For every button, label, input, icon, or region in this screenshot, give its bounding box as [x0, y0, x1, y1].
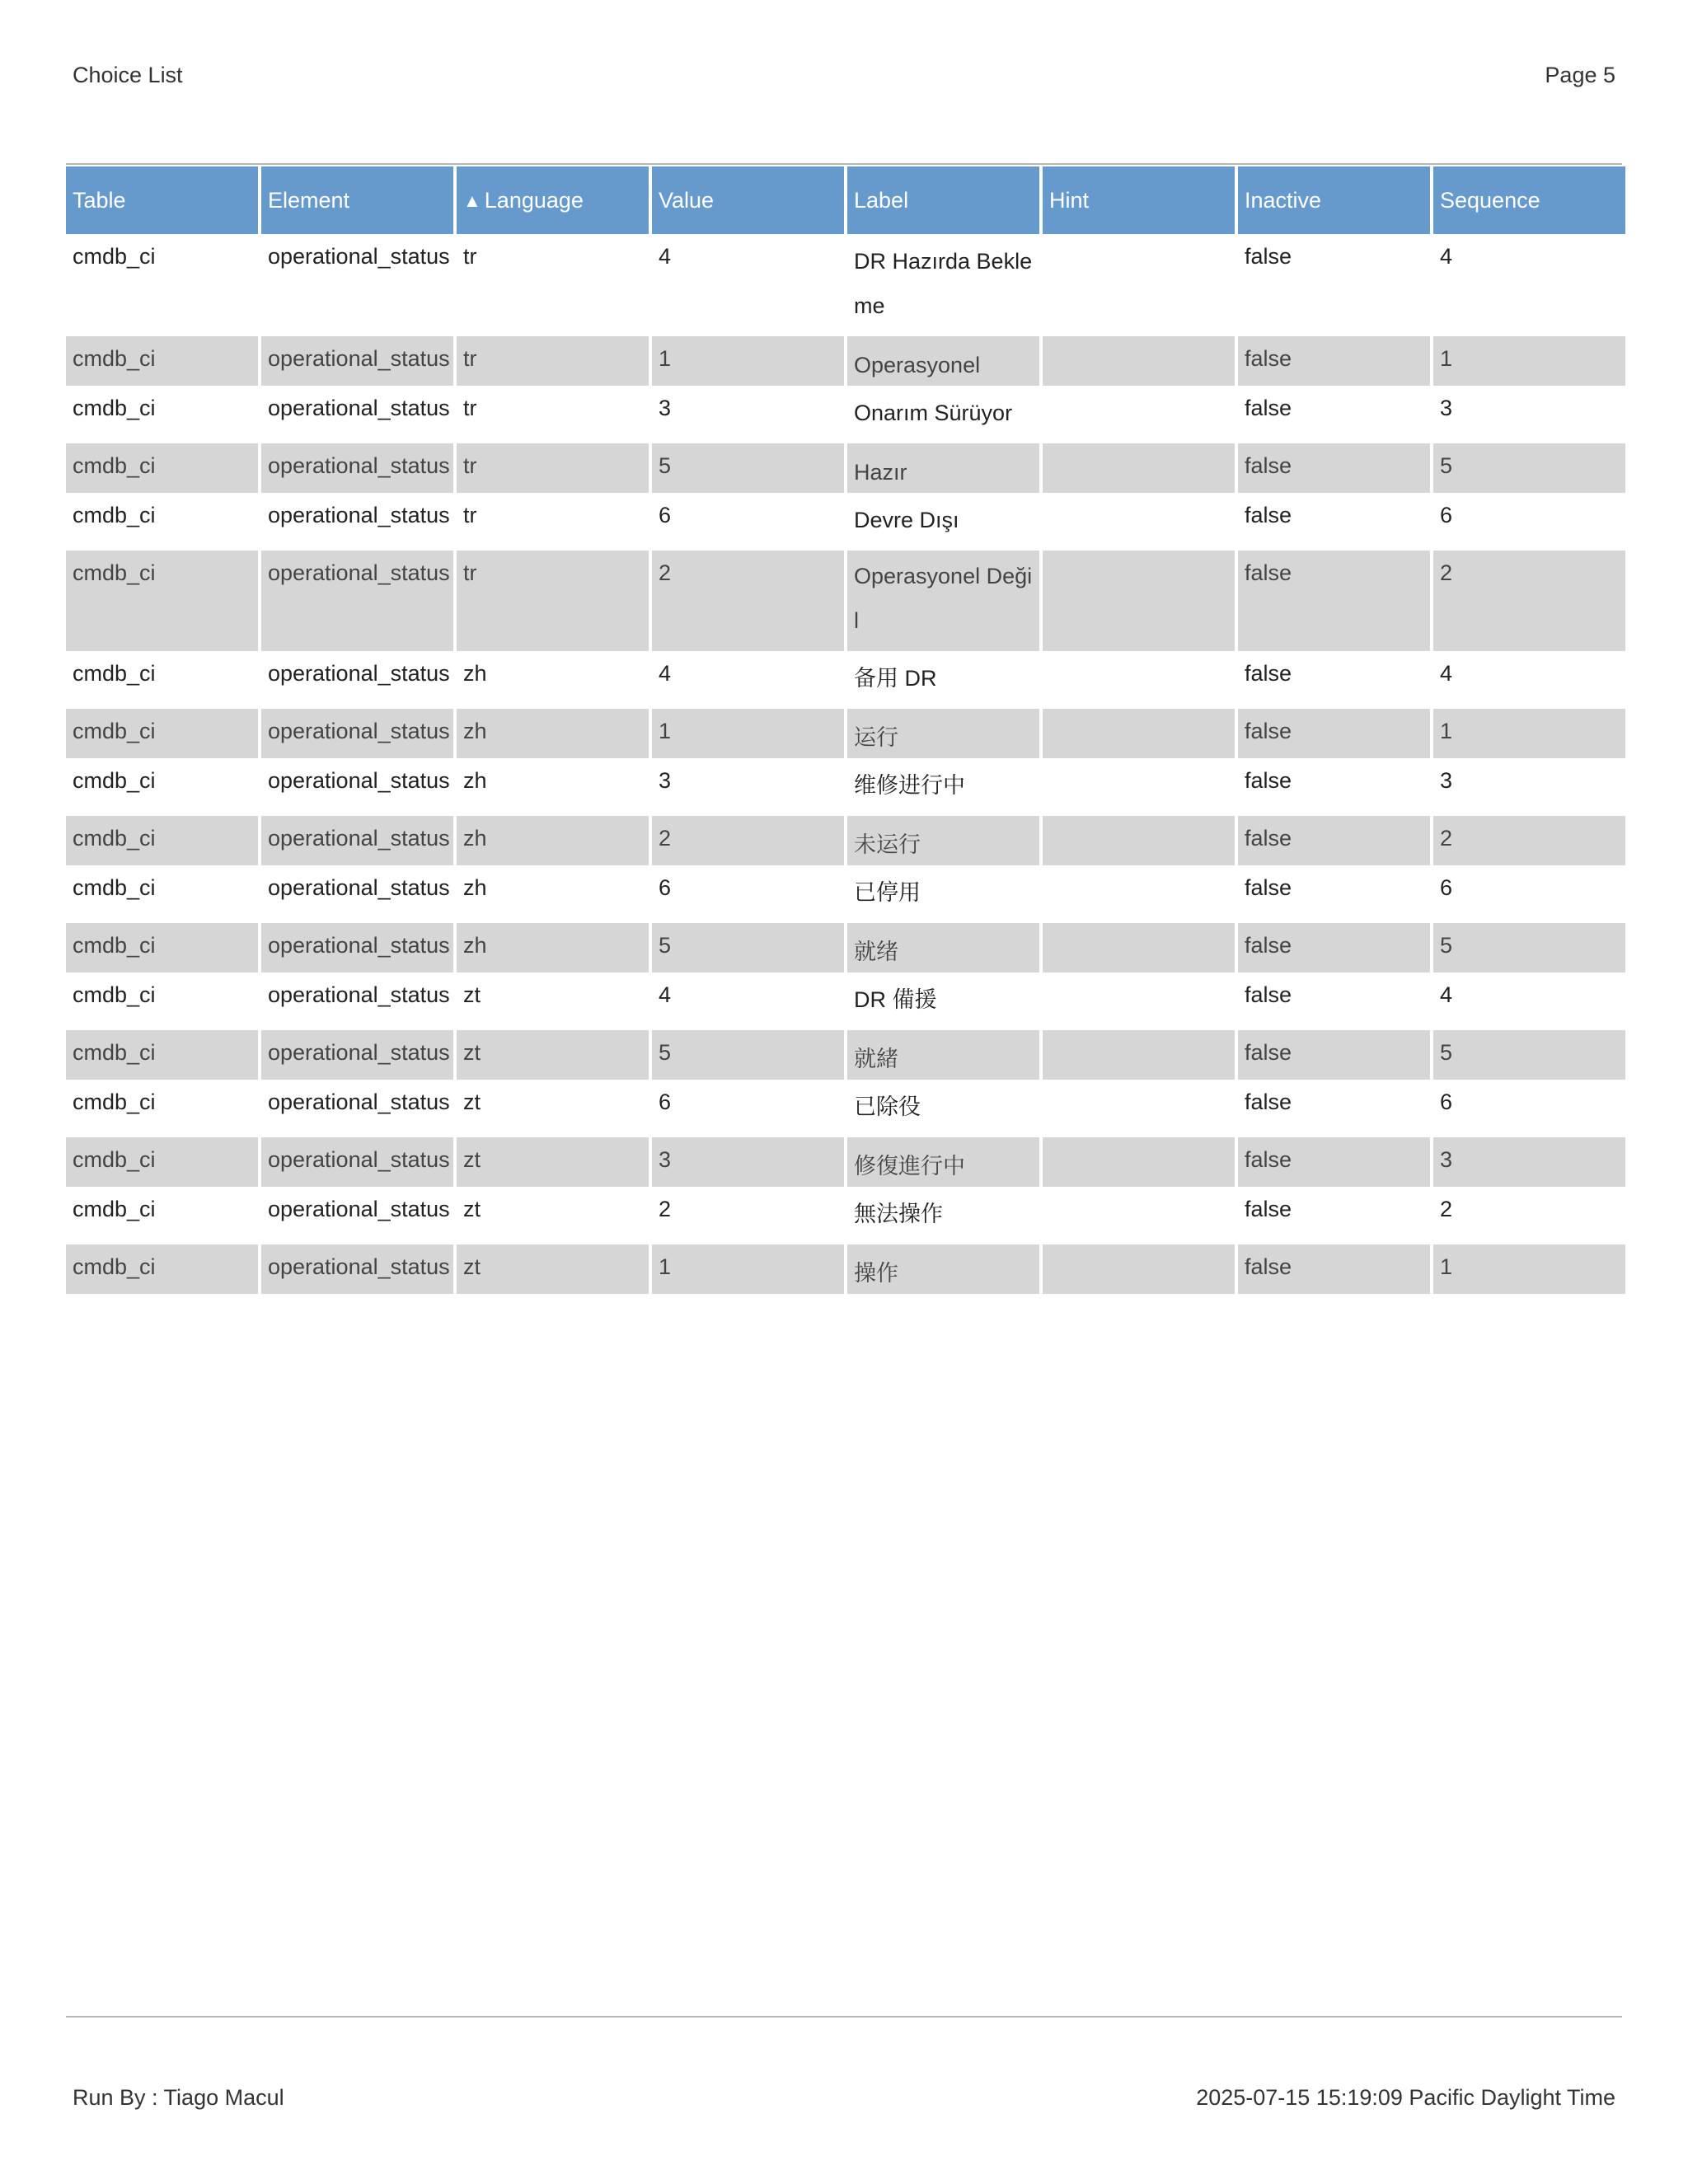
- cell-table: cmdb_ci: [73, 244, 156, 269]
- cell-table: cmdb_ci: [73, 982, 156, 1007]
- cell-sequence: 5: [1433, 1030, 1625, 1080]
- cell-label: Onarım Sürüyor: [854, 401, 1013, 425]
- cell-label: 就緒: [847, 1030, 1039, 1080]
- cell-value: 4: [659, 244, 672, 269]
- cell-hint: [1043, 386, 1235, 443]
- column-header-label: Element: [268, 187, 350, 213]
- cell-table: cmdb_ci: [66, 1244, 258, 1294]
- cell-language: zt: [463, 1090, 481, 1114]
- cell-sequence: 4: [1440, 982, 1453, 1007]
- cell-table: cmdb_ci: [73, 396, 156, 420]
- cell-value: 6: [659, 1090, 672, 1114]
- table-row: [66, 923, 1625, 972]
- cell-inactive: false: [1238, 923, 1430, 972]
- table-row: [66, 234, 1625, 336]
- cell-value: 2: [652, 551, 844, 651]
- report-title: Choice List: [73, 63, 183, 87]
- cell-table: cmdb_ci: [73, 1090, 156, 1114]
- cell-element: operational_status: [268, 1090, 450, 1114]
- table-row: [66, 1080, 1625, 1137]
- cell-element: operational_status: [268, 244, 450, 269]
- cell-inactive: false: [1245, 661, 1292, 686]
- cell-inactive: false: [1238, 709, 1430, 758]
- cell-hint: [1043, 1080, 1235, 1137]
- cell-value: 3: [659, 768, 672, 793]
- cell-value: 6: [659, 875, 672, 900]
- column-header-label: Language: [484, 187, 584, 213]
- cell-label: 未运行: [847, 816, 1039, 865]
- cell-value: 4: [659, 661, 672, 686]
- table-row: [66, 336, 1625, 386]
- cell-sequence: 2: [1433, 816, 1625, 865]
- cell-table: cmdb_ci: [73, 768, 156, 793]
- cell-language: zh: [457, 923, 649, 972]
- cell-value: 4: [659, 982, 672, 1007]
- run-timestamp: 2025-07-15 15:19:09 Pacific Daylight Time: [1196, 2085, 1615, 2110]
- cell-element: operational_status: [261, 709, 453, 758]
- cell-value: 6: [659, 503, 672, 527]
- cell-language: tr: [457, 336, 649, 386]
- run-by: Run By : Tiago Macul: [73, 2085, 284, 2110]
- cell-element: operational_status: [261, 923, 453, 972]
- cell-sequence: 5: [1433, 923, 1625, 972]
- table-row: [66, 1244, 1625, 1294]
- cell-hint: [1043, 443, 1235, 493]
- cell-element: operational_status: [261, 443, 453, 493]
- cell-inactive: false: [1238, 816, 1430, 865]
- cell-label: 就绪: [847, 923, 1039, 972]
- cell-sequence: 4: [1440, 661, 1453, 686]
- cell-table: cmdb_ci: [66, 551, 258, 651]
- cell-language: zt: [463, 982, 481, 1007]
- cell-inactive: false: [1238, 336, 1430, 386]
- cell-table: cmdb_ci: [66, 709, 258, 758]
- cell-element: operational_status: [261, 1244, 453, 1294]
- column-header-hint[interactable]: [1043, 165, 1235, 234]
- cell-hint: [1043, 493, 1235, 551]
- cell-value: 3: [652, 1137, 844, 1187]
- cell-hint: [1043, 816, 1235, 865]
- cell-language: zt: [457, 1244, 649, 1294]
- choice-list-table: [63, 165, 1629, 1294]
- column-header-element[interactable]: [261, 165, 453, 234]
- cell-sequence: 3: [1440, 768, 1453, 793]
- table-row: [66, 1187, 1625, 1244]
- cell-element: operational_status: [261, 551, 453, 651]
- cell-label: Operasyonel Değil: [847, 551, 1039, 651]
- column-header-value[interactable]: [652, 165, 844, 234]
- cell-value: 1: [652, 1244, 844, 1294]
- cell-language: zh: [457, 816, 649, 865]
- cell-sequence: 1: [1433, 709, 1625, 758]
- cell-sequence: 4: [1440, 244, 1453, 269]
- cell-element: operational_status: [268, 661, 450, 686]
- column-header-label: Sequence: [1440, 187, 1540, 213]
- cell-language: tr: [463, 244, 477, 269]
- cell-language: zt: [463, 1197, 481, 1221]
- column-header-label-text: Label: [854, 187, 909, 213]
- cell-language: zh: [463, 875, 487, 900]
- cell-label: Operasyonel: [847, 336, 1039, 386]
- cell-table: cmdb_ci: [73, 875, 156, 900]
- cell-label: 维修进行中: [854, 773, 965, 798]
- cell-sequence: 5: [1433, 443, 1625, 493]
- table-row: [66, 865, 1625, 923]
- cell-inactive: false: [1245, 875, 1292, 900]
- cell-language: tr: [457, 551, 649, 651]
- column-header-sequence[interactable]: [1433, 165, 1625, 234]
- cell-hint: [1043, 651, 1235, 709]
- cell-language: tr: [463, 503, 477, 527]
- cell-sequence: 1: [1433, 1244, 1625, 1294]
- cell-sequence: 6: [1440, 1090, 1453, 1114]
- cell-sequence: 6: [1440, 503, 1453, 527]
- cell-element: operational_status: [268, 982, 450, 1007]
- column-header-label: Hint: [1049, 187, 1090, 213]
- cell-table: cmdb_ci: [73, 661, 156, 686]
- table-row: [66, 972, 1625, 1030]
- cell-hint: [1043, 1030, 1235, 1080]
- cell-table: cmdb_ci: [66, 923, 258, 972]
- cell-sequence: 2: [1440, 1197, 1453, 1221]
- table-row: [66, 493, 1625, 551]
- cell-value: 5: [652, 443, 844, 493]
- cell-hint: [1043, 1187, 1235, 1244]
- cell-sequence: 6: [1440, 875, 1453, 900]
- table-row: [66, 758, 1625, 816]
- sort-ascending-icon: ▲: [463, 190, 481, 211]
- column-header-label: Table: [73, 187, 126, 213]
- cell-inactive: false: [1245, 768, 1292, 793]
- cell-inactive: false: [1245, 1090, 1292, 1114]
- cell-table: cmdb_ci: [66, 816, 258, 865]
- cell-language: tr: [463, 396, 477, 420]
- cell-value: 3: [659, 396, 672, 420]
- table-row: [66, 1030, 1625, 1080]
- cell-value: 5: [652, 923, 844, 972]
- cell-language: zh: [463, 768, 487, 793]
- cell-label: 修復進行中: [847, 1137, 1039, 1187]
- column-header-language[interactable]: [457, 165, 649, 234]
- cell-hint: [1043, 1244, 1235, 1294]
- cell-language: zh: [463, 661, 487, 686]
- cell-table: cmdb_ci: [66, 336, 258, 386]
- cell-label: 已除役: [854, 1094, 921, 1119]
- cell-label: 备用 DR: [854, 666, 937, 691]
- cell-hint: [1043, 923, 1235, 972]
- table-row: [66, 443, 1625, 493]
- cell-hint: [1043, 865, 1235, 923]
- cell-inactive: false: [1238, 551, 1430, 651]
- table-header-row: [66, 165, 1625, 234]
- table-row: [66, 551, 1625, 651]
- column-header-table[interactable]: [66, 165, 258, 234]
- cell-value: 1: [652, 709, 844, 758]
- cell-sequence: 3: [1440, 396, 1453, 420]
- cell-language: zt: [457, 1137, 649, 1187]
- table-row: [66, 816, 1625, 865]
- cell-element: operational_status: [268, 503, 450, 527]
- cell-hint: [1043, 336, 1235, 386]
- cell-label: 無法操作: [854, 1202, 943, 1226]
- cell-hint: [1043, 758, 1235, 816]
- cell-inactive: false: [1238, 1137, 1430, 1187]
- cell-label: DR 備援: [854, 987, 937, 1012]
- cell-label: 运行: [847, 709, 1039, 758]
- cell-element: operational_status: [261, 1030, 453, 1080]
- table-row: [66, 1137, 1625, 1187]
- cell-value: 5: [652, 1030, 844, 1080]
- cell-inactive: false: [1245, 1197, 1292, 1221]
- cell-sequence: 2: [1433, 551, 1625, 651]
- cell-language: tr: [457, 443, 649, 493]
- cell-table: cmdb_ci: [73, 1197, 156, 1221]
- cell-language: zh: [457, 709, 649, 758]
- page-number: Page 5: [1545, 63, 1615, 87]
- cell-inactive: false: [1245, 244, 1292, 269]
- cell-sequence: 1: [1433, 336, 1625, 386]
- cell-element: operational_status: [268, 396, 450, 420]
- cell-label: DR Hazırda Bekleme: [854, 249, 1033, 318]
- column-header-inactive[interactable]: [1238, 165, 1430, 234]
- cell-table: cmdb_ci: [73, 503, 156, 527]
- cell-sequence: 3: [1433, 1137, 1625, 1187]
- cell-hint: [1043, 1137, 1235, 1187]
- column-header-label: Value: [659, 187, 715, 213]
- cell-value: 2: [659, 1197, 672, 1221]
- column-header-label: Inactive: [1245, 187, 1322, 213]
- table-row: [66, 651, 1625, 709]
- cell-label: Devre Dışı: [854, 508, 959, 532]
- cell-hint: [1043, 972, 1235, 1030]
- cell-inactive: false: [1245, 503, 1292, 527]
- cell-table: cmdb_ci: [66, 443, 258, 493]
- cell-hint: [1043, 709, 1235, 758]
- table-row: [66, 386, 1625, 443]
- cell-value: 1: [652, 336, 844, 386]
- cell-element: operational_status: [261, 336, 453, 386]
- cell-inactive: false: [1238, 1244, 1430, 1294]
- cell-element: operational_status: [268, 768, 450, 793]
- footer-divider: [66, 2016, 1622, 2018]
- table-row: [66, 709, 1625, 758]
- cell-label: 操作: [847, 1244, 1039, 1294]
- cell-inactive: false: [1238, 1030, 1430, 1080]
- cell-table: cmdb_ci: [66, 1030, 258, 1080]
- cell-language: zt: [457, 1030, 649, 1080]
- cell-element: operational_status: [268, 875, 450, 900]
- cell-table: cmdb_ci: [66, 1137, 258, 1187]
- column-header-label[interactable]: [847, 165, 1039, 234]
- cell-hint: [1043, 551, 1235, 651]
- cell-value: 2: [652, 816, 844, 865]
- cell-label: Hazır: [847, 443, 1039, 493]
- cell-label: 已停用: [854, 880, 921, 905]
- cell-inactive: false: [1245, 396, 1292, 420]
- cell-element: operational_status: [261, 816, 453, 865]
- cell-element: operational_status: [268, 1197, 450, 1221]
- cell-hint: [1043, 234, 1235, 336]
- cell-element: operational_status: [261, 1137, 453, 1187]
- cell-inactive: false: [1245, 982, 1292, 1007]
- cell-inactive: false: [1238, 443, 1430, 493]
